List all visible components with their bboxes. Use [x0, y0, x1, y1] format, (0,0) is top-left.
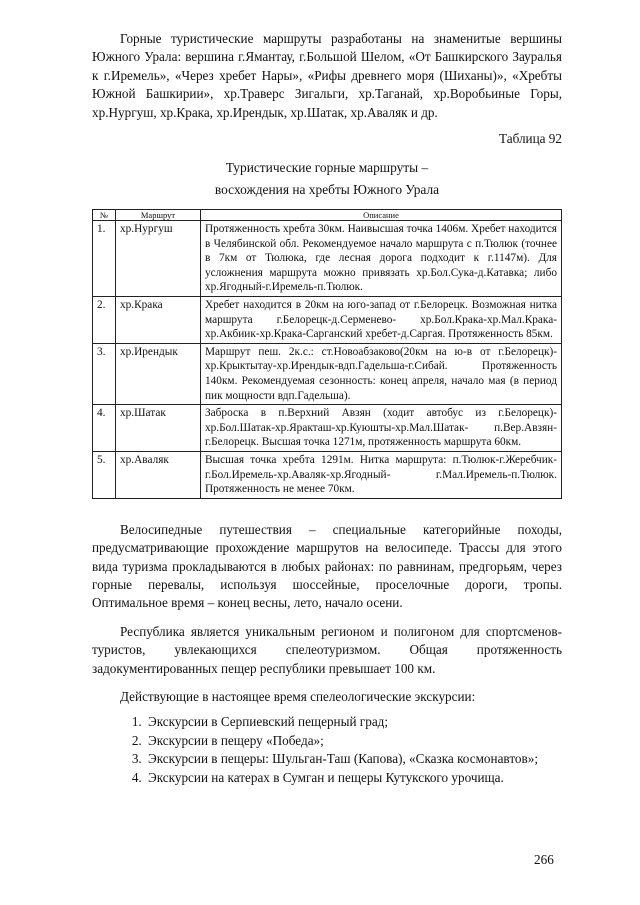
row-num: 3. [93, 343, 116, 404]
row-route: хр.Шатак [116, 405, 201, 452]
list-item: 3. Экскурсии в пещеры: Шульган-Таш (Капова), «Сказка космонавтов»; [145, 750, 562, 768]
excursions-list [92, 713, 562, 787]
row-route: хр.Ирендык [116, 343, 201, 404]
row-description: Высшая точка хребта 1291м. Нитка маршрута: п.Тюлюк-г.Жеребчик-г.Бол.Иремель-хр.Аваляк-хр.Ягодный- г.Мал.Иремель-п.Тюлюк. Протяженность не менее 70км. [201, 451, 562, 498]
row-route: хр.Аваляк [116, 451, 201, 498]
table-number: Таблица 92 [499, 131, 562, 147]
bicycle-paragraph: Велосипедные путешествия – специальные категорийные походы, предусматривающие прохождение маршрутов на велосипеде. Трассы для этого вида туризма прокладываются в любых районах: по равнинам, предгорьям, через горные перевалы, используя шоссейные, проселочные дороги, тропы. Оптимальное время – конец весны, лето, начало осени. [92, 521, 562, 611]
table-row [93, 297, 562, 344]
intro-paragraph: Горные туристические маршруты разработаны на знаменитые вершины Южного Урала: вершина г.Ямантау, г.Большой Шелом, «От Башкирского Зауралья к г.Иремель», «Через хребет Нары», «Рифы древнего моря (Шиханы)», «Хребты Южной Башкирии», хр.Траверс Зигальги, хр.Таганай, хр.Воробьиные Горы, хр.Нургуш, хр.Крака, хр.Ирендык, хр.Шатак, хр.Аваляк и др. [92, 31, 562, 120]
row-num: 2. [93, 297, 116, 344]
row-description: Маршрут пеш. 2к.с.: ст.Новоабзаково(20км на ю-в от г.Белорецк)-хр.Крыктытау-хр.Ирендык-вдп.Гадельша-г.Сибай. Протяженность 140км. Рекомендуемая сезонность: конец апреля, начало мая (в период пик мощности вдп.Гадельша). [201, 343, 562, 404]
table-row [93, 405, 562, 452]
list-item: 1. Экскурсии в Серпиевский пещерный град; [145, 713, 562, 731]
table-row [93, 343, 562, 404]
table-title-line-1: Туристические горные маршруты – [225, 160, 429, 176]
row-description: Протяженность хребта 30км. Наивысшая точка 1406м. Хребет находится в Челябинской обл. Рекомендуемое начало маршрута с п.Тюлюк (точнее в 7км от Тюлюка, где лесная дорога подходит к г.1147м). Для усложнения маршрута можно привязать хр.Бол.Сука-д.Катавка; либо хр.Ягодный-г.Иремель-п.Тюлюк. [201, 221, 562, 297]
row-route: хр.Нургуш [116, 221, 201, 297]
page-content [92, 30, 562, 787]
table-header-row [93, 210, 562, 221]
table-row [93, 221, 562, 297]
row-description: Заброска в п.Верхний Авзян (ходит автобус из г.Белорецк)-хр.Бол.Шатак-хр.Яракташ-хр.Куюшты-хр.Мал.Шатак- п.Вер.Авзян-г.Белорецк. Высшая точка 1271м, протяженность маршрута 60км. [201, 405, 562, 452]
row-num: 4. [93, 405, 116, 452]
routes-table [92, 209, 562, 499]
table-row [93, 451, 562, 498]
header-route: Маршрут [116, 210, 201, 221]
row-description: Хребет находится в 20км на юго-запад от г.Белорецк. Возможная нитка маршрута г.Белорецк-д.Серменево- хр.Бол.Крака-хр.Мал.Крака-хр.Акбиик-хр.Крака-Сарганский хребет-д.Саргая. Протяженность 85км. [201, 297, 562, 344]
table-title-line-2: восхождения на хребты Южного Урала [214, 182, 440, 198]
excursions-intro: Действующие в настоящее время спелеологические экскурсии: [120, 688, 476, 704]
header-num: № [93, 210, 116, 221]
row-num: 1. [93, 221, 116, 297]
list-item: 4. Экскурсии на катерах в Сумган и пещеры Кутукского урочища. [145, 769, 562, 787]
row-route: хр.Крака [116, 297, 201, 344]
table-title [92, 157, 562, 201]
row-num: 5. [93, 451, 116, 498]
page-number: 266 [534, 852, 554, 867]
caves-paragraph: Республика является уникальным регионом и полигоном для спортсменов-туристов, увлекающихся спелеотуризмом. Общая протяженность задокументированных пещер республики превышает 100 км. [92, 623, 562, 676]
list-item: 2. Экскурсии в пещеру «Победа»; [145, 732, 562, 750]
header-description: Описание [201, 210, 562, 221]
